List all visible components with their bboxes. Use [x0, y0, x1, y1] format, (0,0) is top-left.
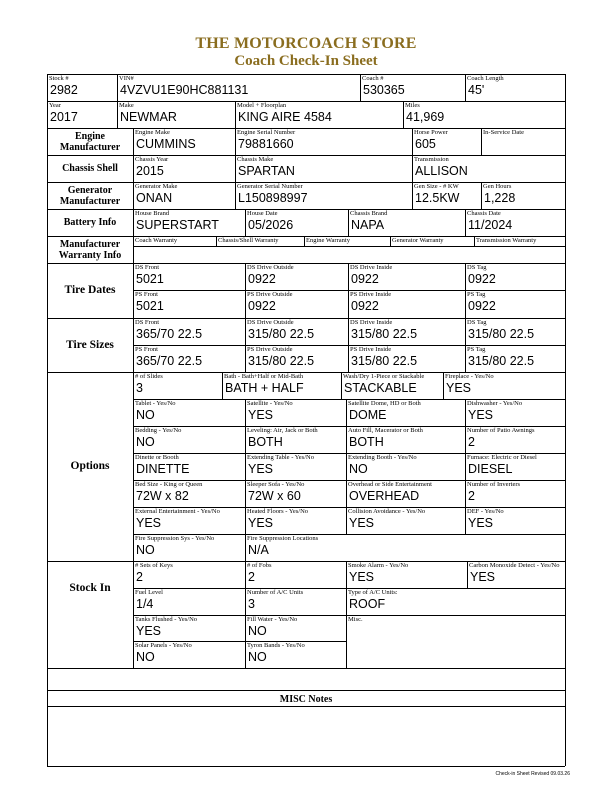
cell-divider [412, 182, 413, 209]
coach-length-label: Coach Length [467, 75, 504, 82]
gen-hours-field[interactable]: 1,228 [484, 191, 516, 205]
chassis-make-field[interactable]: SPARTAN [238, 164, 295, 178]
ext-table-field[interactable]: YES [248, 462, 274, 476]
number-of-fobs-label: # of Fobs [247, 562, 272, 569]
rule-line [47, 766, 565, 767]
house-battery-date-field[interactable]: 05/2026 [248, 218, 294, 232]
stock-number-field[interactable]: 2982 [50, 83, 78, 97]
ps-front-tire-date-field[interactable]: 5021 [136, 299, 164, 313]
carbon-monoxide-detector-label: Carbon Monoxide Detect - Yes/No [469, 562, 560, 569]
solar-panels-label: Solar Panels - Yes/No [135, 642, 192, 649]
ext-booth-field[interactable]: NO [349, 462, 368, 476]
rule-line [47, 668, 565, 669]
model-floorplan-label: Model + Floorplan [237, 102, 287, 109]
gen-size-label: Gen Size - # KW [414, 183, 459, 190]
ps-drive-outside-tire-date-label: PS Drive Outside [247, 291, 293, 298]
cell-divider [465, 74, 466, 101]
heated-field[interactable]: YES [248, 516, 274, 530]
washer-dryer-field[interactable]: STACKABLE [344, 381, 417, 395]
chassis-battery-date-field[interactable]: 11/2024 [468, 218, 513, 232]
fire-suppression-locations-field[interactable]: N/A [248, 543, 269, 557]
year-label: Year [49, 102, 61, 109]
collision-field[interactable]: YES [349, 516, 375, 530]
dinette-label: Dinette or Booth [135, 454, 179, 461]
ds-front-tire-date-field[interactable]: 5021 [136, 272, 164, 286]
generator-warranty-label: Generator Warranty [392, 237, 444, 244]
ds-drive-outside-tire-size-label: DS Drive Outside [247, 319, 294, 326]
horse-power-field[interactable]: 605 [415, 137, 436, 151]
overhead-field[interactable]: OVERHEAD [349, 489, 420, 503]
ext-ent-label: External Entertainment - Yes/No [135, 508, 220, 515]
tablet-label: Tablet - Yes/No [135, 400, 176, 407]
misc-notes-title: MISC Notes [279, 694, 333, 705]
def-field[interactable]: YES [468, 516, 494, 530]
cell-divider [216, 236, 217, 246]
ds-drive-inside-tire-date-field[interactable]: 0922 [351, 272, 379, 286]
cell-divider [348, 209, 349, 236]
sets-of-keys-label: # Sets of Keys [135, 562, 173, 569]
ps-drive-inside-tire-size-label: PS Drive Inside [350, 346, 392, 353]
house-battery-date-label: House Date [247, 210, 278, 217]
miles-label: Miles [405, 102, 420, 109]
ac-unit-type-field[interactable]: ROOF [349, 597, 386, 611]
tire-sizes-heading: Tire Sizes [66, 339, 114, 351]
stock-in-heading: Stock In [69, 582, 111, 594]
ds-front-tire-date-label: DS Front [135, 264, 160, 271]
heated-label: Heated Floors - Yes/No [247, 508, 309, 515]
misc-notes-area[interactable] [48, 707, 564, 765]
sheet-title: Coach Check-In Sheet [234, 53, 378, 69]
ps-drive-outside-tire-size-field[interactable]: 315/80 22.5 [248, 354, 315, 368]
smoke-alarm-label: Smoke Alarm - Yes/No [348, 562, 409, 569]
sat-dome-label: Satellite Dome, HD or Both [348, 400, 421, 407]
transmission-label: Transmission [414, 156, 449, 163]
ds-tag-tire-size-label: DS Tag [467, 319, 487, 326]
number-of-slides-field[interactable]: 3 [136, 381, 143, 395]
ps-drive-inside-tire-date-label: PS Drive Inside [350, 291, 392, 298]
rule-line [133, 290, 565, 291]
ext-booth-label: Extending Booth - Yes/No [348, 454, 417, 461]
make-label: Make [119, 102, 134, 109]
store-name: THE MOTORCOACH STORE [195, 35, 417, 52]
inverters-field[interactable]: 2 [468, 489, 475, 503]
tire-dates-heading: Tire Dates [64, 284, 116, 296]
rule-line [47, 263, 565, 264]
cell-divider [565, 74, 566, 766]
cell-divider [245, 209, 246, 236]
gen-size-field[interactable]: 12.5KW [415, 191, 460, 205]
house-battery-brand-field[interactable]: SUPERSTART [136, 218, 219, 232]
cell-divider [481, 128, 482, 155]
fill-water-field[interactable]: NO [248, 624, 267, 638]
washer-dryer-label: Wash/Dry 1-Piece or Stackable [343, 373, 425, 380]
coach-length-field[interactable]: 45' [468, 83, 485, 97]
tyron-bands-label: Tyron Bands - Yes/No [247, 642, 305, 649]
leveling-field[interactable]: BOTH [248, 435, 283, 449]
cell-divider [390, 236, 391, 246]
furnace-label: Furnace: Electric or Diesel [467, 454, 537, 461]
fuel-level-field[interactable]: 1/4 [136, 597, 154, 611]
collision-label: Collision Avoidance - Yes/No [348, 508, 426, 515]
cell-divider [481, 182, 482, 209]
ps-tag-tire-size-field[interactable]: 315/80 22.5 [468, 354, 535, 368]
ext-table-label: Extending Table - Yes/No [247, 454, 314, 461]
carbon-monoxide-detector-field[interactable]: YES [470, 570, 496, 584]
fuel-level-label: Fuel Level [135, 589, 163, 596]
model-floorplan-field[interactable]: KING AIRE 4584 [238, 110, 332, 124]
ps-drive-outside-tire-size-label: PS Drive Outside [247, 346, 293, 353]
battery-info-heading: Battery Info [63, 217, 117, 228]
autofill-field[interactable]: BOTH [349, 435, 384, 449]
number-of-slides-label: # of Slides [135, 373, 163, 380]
sat-dome-field[interactable]: DOME [349, 408, 387, 422]
cell-divider [443, 372, 444, 399]
sofa-label: Sleeper Sofa - Yes/No [247, 481, 305, 488]
engine-warranty-label: Engine Warranty [306, 237, 350, 244]
ds-front-tire-size-field[interactable]: 365/70 22.5 [136, 327, 203, 341]
tanks-flushed-label: Tanks Flushed - Yes/No [135, 616, 198, 623]
generator-make-label: Generator Make [135, 183, 178, 190]
misc-label: Misc. [348, 616, 363, 623]
ds-drive-inside-tire-date-label: DS Drive Inside [350, 264, 393, 271]
cell-divider [222, 372, 223, 399]
cell-divider [304, 236, 305, 246]
stock-number-label: Stock # [49, 75, 69, 82]
tanks-flushed-field[interactable]: YES [136, 624, 162, 638]
awnings-field[interactable]: 2 [468, 435, 475, 449]
sets-of-keys-field[interactable]: 2 [136, 570, 143, 584]
bedding-field[interactable]: NO [136, 435, 155, 449]
ps-drive-inside-tire-date-field[interactable]: 0922 [351, 299, 379, 313]
ds-drive-outside-tire-date-label: DS Drive Outside [247, 264, 294, 271]
cell-divider [465, 209, 466, 236]
make-field[interactable]: NEWMAR [120, 110, 177, 124]
overhead-label: Overhead or Side Entertainment [348, 481, 432, 488]
vin-field[interactable]: 4VZVU1E90HC881131 [120, 83, 249, 97]
ps-front-tire-size-field[interactable]: 365/70 22.5 [136, 354, 203, 368]
rule-line [47, 318, 565, 319]
chassis-shell-heading: Chassis Shell [62, 163, 118, 174]
cell-divider [235, 101, 236, 128]
tablet-field[interactable]: NO [136, 408, 155, 422]
cell-divider [346, 399, 347, 534]
chassis-battery-brand-label: Chassis Brand [350, 210, 388, 217]
generator-manufacturer-heading: Generator Manufacturer [59, 185, 121, 207]
engine-manufacturer-heading: Engine Manufacturer [59, 131, 121, 153]
transmission-field[interactable]: ALLISON [415, 164, 468, 178]
engine-serial-label: Engine Serial Number [237, 129, 296, 136]
manufacturer-warranty-heading: Manufacturer Warranty Info [58, 239, 122, 261]
miles-field[interactable]: 41,969 [406, 110, 445, 124]
generator-serial-label: Generator Serial Number [237, 183, 303, 190]
options-heading: Options [70, 460, 110, 472]
gen-hours-label: Gen Hours [483, 183, 512, 190]
autofill-label: Auto Fill, Macerator or Both [348, 427, 423, 434]
ps-drive-outside-tire-date-field[interactable]: 0922 [248, 299, 276, 313]
furnace-field[interactable]: DIESEL [468, 462, 513, 476]
ps-front-tire-size-label: PS Front [135, 346, 158, 353]
ds-tag-tire-date-field[interactable]: 0922 [468, 272, 496, 286]
chassis-warranty-label: Chassis/Shell Warranty [218, 237, 279, 244]
rule-line [133, 345, 565, 346]
smoke-alarm-field[interactable]: YES [349, 570, 375, 584]
chassis-battery-brand-field[interactable]: NAPA [351, 218, 385, 232]
sofa-field[interactable]: 72W x 60 [248, 489, 301, 503]
cell-divider [412, 128, 413, 155]
in-service-date-label: In-Service Date [483, 129, 524, 136]
ac-unit-type-label: Type of A/C Units: [348, 589, 398, 596]
dinette-field[interactable]: DINETTE [136, 462, 190, 476]
house-battery-brand-label: House Brand [135, 210, 170, 217]
inverters-label: Number of Inverters [467, 481, 521, 488]
bath-type-label: Bath - Bath+Half or Mid-Bath [224, 373, 304, 380]
ds-drive-outside-tire-size-field[interactable]: 315/80 22.5 [248, 327, 315, 341]
ext-ent-field[interactable]: YES [136, 516, 162, 530]
dishwasher-label: Dishwasher - Yes/No [467, 400, 523, 407]
cell-divider [412, 155, 413, 182]
chassis-year-field[interactable]: 2015 [136, 164, 164, 178]
cell-divider [235, 128, 236, 209]
fire-suppression-locations-label: Fire Suppression Locations [247, 535, 319, 542]
fireplace-field[interactable]: YES [446, 381, 472, 395]
bath-type-field[interactable]: BATH + HALF [225, 381, 304, 395]
ds-drive-outside-tire-date-field[interactable]: 0922 [248, 272, 276, 286]
fire-suppression-system-field[interactable]: NO [136, 543, 155, 557]
generator-serial-field[interactable]: L150898997 [238, 191, 308, 205]
ps-drive-inside-tire-size-field[interactable]: 315/80 22.5 [351, 354, 418, 368]
horse-power-label: Horse Power [414, 129, 448, 136]
dishwasher-field[interactable]: YES [468, 408, 494, 422]
bed-field[interactable]: 72W x 82 [136, 489, 189, 503]
coach-warranty-label: Coach Warranty [135, 237, 178, 244]
year-field[interactable]: 2017 [50, 110, 78, 124]
ds-drive-inside-tire-size-field[interactable]: 315/80 22.5 [351, 327, 418, 341]
tyron-bands-field[interactable]: NO [248, 650, 267, 664]
number-of-ac-units-field[interactable]: 3 [248, 597, 255, 611]
engine-make-label: Engine Make [135, 129, 170, 136]
ps-front-tire-date-label: PS Front [135, 291, 158, 298]
coach-number-field[interactable]: 530365 [363, 83, 405, 97]
awnings-label: Number of Patio Awnings [467, 427, 535, 434]
rule-line [133, 246, 565, 247]
solar-panels-field[interactable]: NO [136, 650, 155, 664]
cell-divider [47, 74, 48, 766]
transmission-warranty-label: Transmission Warranty [476, 237, 537, 244]
ds-tag-tire-size-field[interactable]: 315/80 22.5 [468, 327, 535, 341]
fire-suppression-system-label: Fire Suppression Sys - Yes/No [135, 535, 215, 542]
cell-divider [465, 399, 466, 534]
bedding-label: Bedding - Yes/No [135, 427, 182, 434]
fireplace-label: Fireplace - Yes/No [445, 373, 494, 380]
leveling-label: Leveling: Air, Jack or Both [247, 427, 318, 434]
generator-make-field[interactable]: ONAN [136, 191, 173, 205]
def-label: DEF - Yes/No [467, 508, 504, 515]
chassis-year-label: Chassis Year [135, 156, 169, 163]
cell-divider [467, 561, 468, 588]
chassis-make-label: Chassis Make [237, 156, 274, 163]
ds-front-tire-size-label: DS Front [135, 319, 160, 326]
ps-tag-tire-size-label: PS Tag [467, 346, 486, 353]
vin-label: VIN# [119, 75, 134, 82]
fill-water-label: Fill Water - Yes/No [247, 616, 298, 623]
cell-divider [474, 236, 475, 246]
ds-drive-inside-tire-size-label: DS Drive Inside [350, 319, 393, 326]
rule-line [47, 155, 565, 156]
ps-tag-tire-date-label: PS Tag [467, 291, 486, 298]
cell-divider [341, 372, 342, 399]
cell-divider [403, 101, 404, 128]
satellite-field[interactable]: YES [248, 408, 274, 422]
coach-number-label: Coach # [362, 75, 384, 82]
ds-tag-tire-date-label: DS Tag [467, 264, 487, 271]
bed-label: Bed Size - King or Queen [135, 481, 203, 488]
satellite-label: Satellite - Yes/No [247, 400, 293, 407]
revision-footer: Check-in Sheet Revised 09.03.26 [495, 771, 570, 777]
chassis-battery-date-label: Chassis Date [467, 210, 501, 217]
engine-make-field[interactable]: CUMMINS [136, 137, 196, 151]
cell-divider [245, 399, 246, 561]
ps-tag-tire-date-field[interactable]: 0922 [468, 299, 496, 313]
rule-line [47, 690, 565, 691]
cell-divider [360, 74, 361, 101]
number-of-fobs-field[interactable]: 2 [248, 570, 255, 584]
number-of-ac-units-label: Number of A/C Units [247, 589, 304, 596]
engine-serial-field[interactable]: 79881660 [238, 137, 294, 151]
